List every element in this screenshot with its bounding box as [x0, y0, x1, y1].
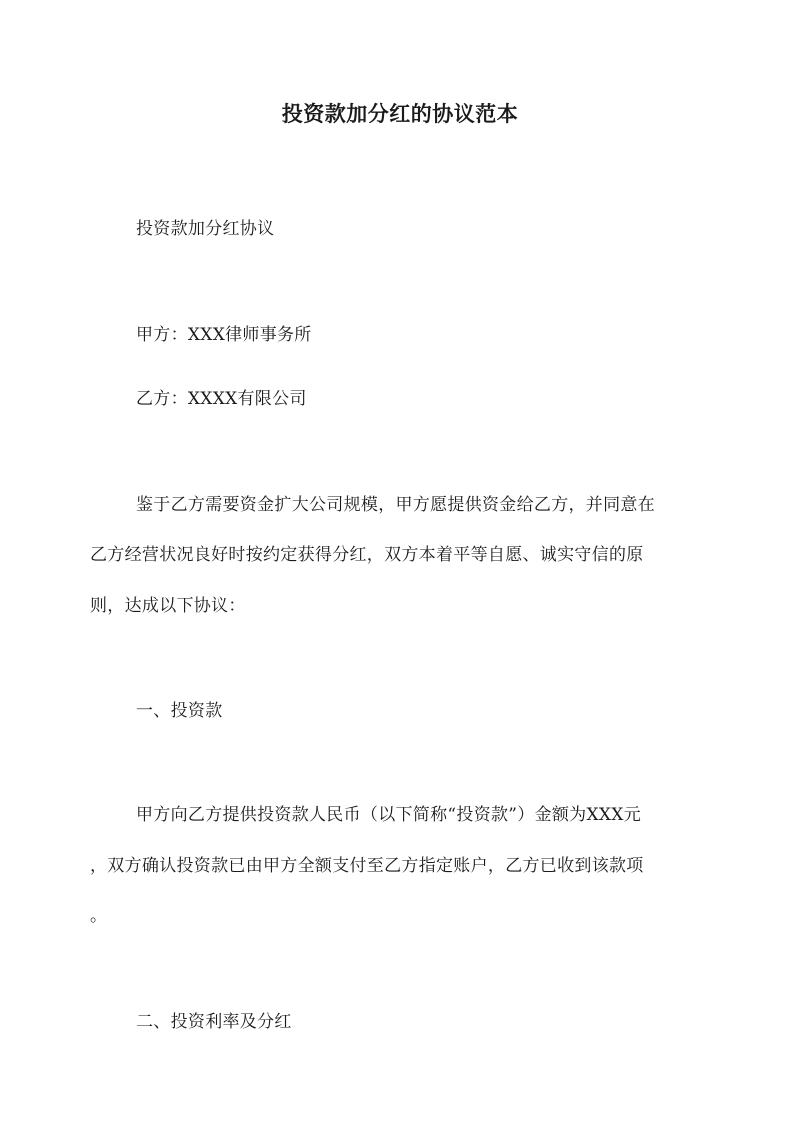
section-1-paragraph — [90, 803, 710, 827]
preamble-paragraph-end — [90, 594, 710, 618]
party-b: 乙方：XXXX有限公司 — [136, 389, 307, 409]
party-a: 甲方：XXX律师事务所 — [136, 325, 312, 345]
preamble-paragraph-cont — [90, 543, 710, 567]
preamble-line-3: 则，达成以下协议： — [90, 596, 246, 616]
section-2-heading: 二、投资利率及分红 — [136, 1012, 292, 1032]
section-1-line-3: 。 — [90, 906, 108, 926]
preamble-line-2: 乙方经营状况良好时按约定获得分红，双方本着平等自愿、诚实守信的原 — [90, 545, 644, 565]
section-1-heading: 一、投资款 — [136, 701, 223, 721]
section-1-line-2: ，双方确认投资款已由甲方全额支付至乙方指定账户，乙方已收到该款项 — [90, 856, 644, 876]
preamble-line-1: 鉴于乙方需要资金扩大公司规模，甲方愿提供资金给乙方，并同意在 — [136, 495, 655, 515]
section-1-line-1: 甲方向乙方提供投资款人民币（以下简称“投资款”）金额为XXX元 — [136, 805, 641, 825]
section-1-paragraph-cont — [90, 854, 710, 878]
preamble-paragraph — [90, 493, 710, 517]
agreement-subtitle: 投资款加分红协议 — [136, 219, 275, 239]
document-title: 投资款加分红的协议范本 — [281, 101, 519, 126]
section-1-paragraph-end — [90, 904, 710, 928]
